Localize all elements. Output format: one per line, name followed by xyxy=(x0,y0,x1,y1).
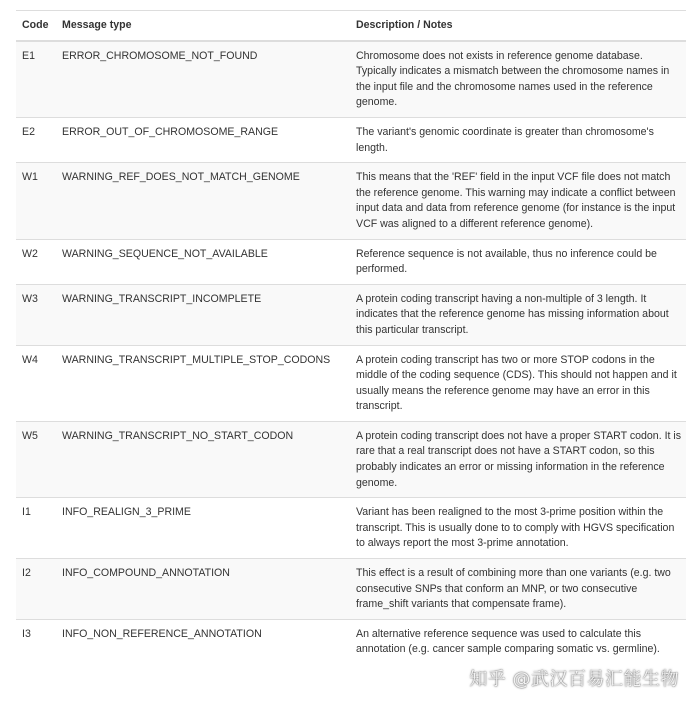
row-code: E2 xyxy=(16,117,56,162)
row-description: This effect is a result of combining more than one variants (e.g. two consecutive SNPs that conform an MNP, or two consecutive frame_shift variants that compensate frame). xyxy=(350,559,686,620)
row-message-type: INFO_NON_REFERENCE_ANNOTATION xyxy=(56,619,350,664)
table-row xyxy=(16,619,686,664)
row-code: W2 xyxy=(16,239,56,284)
row-description: This means that the 'REF' field in the input VCF file does not match the reference genome. This warning may indicate a conflict between input data and data from reference genome (for instance is the input VCF was aligned to a different reference genome). xyxy=(350,163,686,239)
table-body xyxy=(16,41,686,664)
row-description: An alternative reference sequence was used to calculate this annotation (e.g. cancer sample comparing somatic vs. germline). xyxy=(350,619,686,664)
row-code: I3 xyxy=(16,619,56,664)
row-description: Variant has been realigned to the most 3-prime position within the transcript. This is usually done to to comply with HGVS specification to always report the most 3-prime annotation. xyxy=(350,498,686,559)
row-code: W1 xyxy=(16,163,56,239)
table-row xyxy=(16,498,686,559)
row-description: Chromosome does not exists in reference genome database. Typically indicates a mismatch between the chromosome names in the input file and the chromosome names used in the reference genome. xyxy=(350,41,686,118)
header-code: Code xyxy=(16,11,56,41)
row-message-type: WARNING_TRANSCRIPT_MULTIPLE_STOP_CODONS xyxy=(56,345,350,421)
table-row xyxy=(16,421,686,497)
header-description: Description / Notes xyxy=(350,11,686,41)
table-row xyxy=(16,345,686,421)
row-description: A protein coding transcript having a non-multiple of 3 length. It indicates that the reference genome has missing information about this particular transcript. xyxy=(350,284,686,345)
row-code: I1 xyxy=(16,498,56,559)
header-row xyxy=(16,11,686,41)
table-header xyxy=(16,11,686,41)
message-types-table xyxy=(16,10,686,664)
row-message-type: INFO_COMPOUND_ANNOTATION xyxy=(56,559,350,620)
row-message-type: ERROR_OUT_OF_CHROMOSOME_RANGE xyxy=(56,117,350,162)
table-row xyxy=(16,117,686,162)
row-message-type: WARNING_SEQUENCE_NOT_AVAILABLE xyxy=(56,239,350,284)
row-code: I2 xyxy=(16,559,56,620)
row-description: A protein coding transcript does not have a proper START codon. It is rare that a real transcript does not have a START codon, so this probably indicates an error or missing information in the reference genome. xyxy=(350,421,686,497)
table-row xyxy=(16,163,686,239)
row-message-type: WARNING_REF_DOES_NOT_MATCH_GENOME xyxy=(56,163,350,239)
row-message-type: ERROR_CHROMOSOME_NOT_FOUND xyxy=(56,41,350,118)
row-description: A protein coding transcript has two or more STOP codons in the middle of the coding sequence (CDS). This should not happen and it usually means the reference genome may have an error in this transcript. xyxy=(350,345,686,421)
row-message-type: WARNING_TRANSCRIPT_NO_START_CODON xyxy=(56,421,350,497)
table-row xyxy=(16,239,686,284)
table-row xyxy=(16,559,686,620)
table-row xyxy=(16,41,686,118)
header-message-type: Message type xyxy=(56,11,350,41)
row-code: W5 xyxy=(16,421,56,497)
row-code: W4 xyxy=(16,345,56,421)
row-description: The variant's genomic coordinate is greater than chromosome's length. xyxy=(350,117,686,162)
table-row xyxy=(16,284,686,345)
row-message-type: WARNING_TRANSCRIPT_INCOMPLETE xyxy=(56,284,350,345)
row-message-type: INFO_REALIGN_3_PRIME xyxy=(56,498,350,559)
row-description: Reference sequence is not available, thus no inference could be performed. xyxy=(350,239,686,284)
row-code: W3 xyxy=(16,284,56,345)
watermark: 知乎 @武汉百易汇能生物 xyxy=(469,669,679,690)
row-code: E1 xyxy=(16,41,56,118)
